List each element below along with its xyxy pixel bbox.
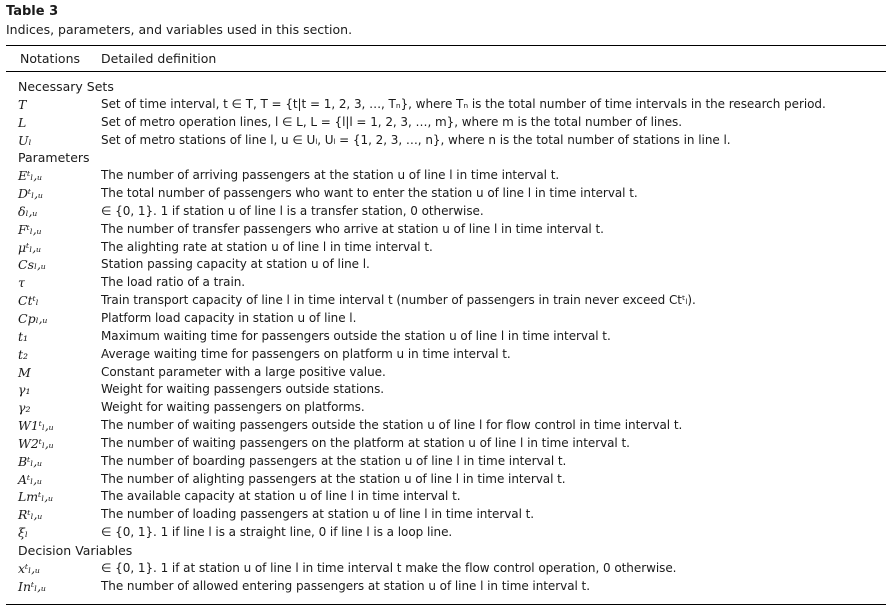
- table-row: [0, 488, 894, 506]
- notation-symbol: τ: [18, 275, 25, 291]
- notation-definition: Constant parameter with a large positive value.: [101, 364, 386, 379]
- table-row: [0, 203, 894, 221]
- notation-definition: The load ratio of a train.: [101, 275, 246, 290]
- notation-symbol: γ₁: [18, 382, 31, 398]
- header-definition: Detailed definition: [101, 51, 217, 66]
- notation-symbol: L: [18, 114, 27, 130]
- notation-symbol: Inᵗₗ,ᵤ: [18, 578, 47, 594]
- table-row: [0, 221, 894, 239]
- notation-definition: The number of transfer passengers who arrive at station u of line l in time interval t.: [101, 221, 604, 236]
- table-row: [0, 471, 894, 489]
- notation-symbol: T: [18, 96, 27, 112]
- notation-definition: Weight for waiting passengers outside stations.: [101, 382, 385, 397]
- table-label: Table 3: [6, 4, 59, 19]
- notation-symbol: t₁: [18, 328, 29, 344]
- notation-definition: Set of metro operation lines, l ∈ L, L = {l|l = 1, 2, 3, …, m}, where m is the total number of lines.: [101, 114, 683, 129]
- notation-definition: ∈ {0, 1}. 1 if line l is a straight line, 0 if line l is a loop line.: [101, 525, 453, 540]
- notation-symbol: Ctᵗₗ: [18, 293, 39, 309]
- table-row: [0, 364, 894, 382]
- notation-definition: The number of allowed entering passengers at station u of line l in time interval t.: [101, 578, 590, 593]
- notation-symbol: W2ᵗₗ,ᵤ: [18, 435, 54, 451]
- notation-definition: The number of waiting passengers outside the station u of line l for flow control in time interval t.: [101, 418, 683, 433]
- table-row: [0, 524, 894, 542]
- notation-symbol: Rᵗₗ,ᵤ: [18, 507, 43, 523]
- table-row: [0, 167, 894, 185]
- notation-symbol: xᵗₗ,ᵤ: [18, 560, 41, 576]
- notation-definition: ∈ {0, 1}. 1 if at station u of line l in time interval t make the flow control operation, 0 otherwise.: [101, 560, 677, 575]
- notation-definition: ∈ {0, 1}. 1 if station u of line l is a transfer station, 0 otherwise.: [101, 203, 484, 218]
- notation-symbol: μᵗₗ,ᵤ: [18, 239, 42, 255]
- table-row: [0, 453, 894, 471]
- table-row: [0, 381, 894, 399]
- section-row: [0, 149, 894, 167]
- notation-definition: Set of time interval, t ∈ T, T = {t|t = 1, 2, 3, …, Tₙ}, where Tₙ is the total number of time intervals in the research period.: [101, 96, 826, 111]
- notation-symbol: Fᵗₗ,ᵤ: [18, 221, 42, 237]
- table-row: [0, 274, 894, 292]
- notation-definition: The available capacity at station u of line l in time interval t.: [101, 489, 461, 504]
- notation-definition: Maximum waiting time for passengers outside the station u of line l in time interval t.: [101, 328, 611, 343]
- section-label: Decision Variables: [18, 542, 133, 558]
- table-row: [0, 346, 894, 364]
- table-row: [0, 292, 894, 310]
- notation-definition: The total number of passengers who want to enter the station u of line l in time interval t.: [101, 186, 638, 201]
- table-row: [0, 435, 894, 453]
- notation-definition: The number of loading passengers at station u of line l in time interval t.: [101, 507, 535, 522]
- bottom-rule: [6, 604, 886, 605]
- table-body: [0, 78, 894, 595]
- notation-definition: Average waiting time for passengers on platform u in time interval t.: [101, 346, 511, 361]
- notation-definition: Platform load capacity in station u of line l.: [101, 310, 357, 325]
- table-row: [0, 185, 894, 203]
- notation-definition: Station passing capacity at station u of line l.: [101, 257, 370, 272]
- notation-definition: The number of waiting passengers on the platform at station u of line l in time interval t.: [101, 435, 630, 450]
- notation-symbol: Cpₗ,ᵤ: [18, 310, 48, 326]
- table-caption: Indices, parameters, and variables used in this section.: [6, 22, 353, 37]
- table-row: [0, 417, 894, 435]
- notation-symbol: Bᵗₗ,ᵤ: [18, 453, 43, 469]
- notation-definition: Weight for waiting passengers on platforms.: [101, 400, 365, 415]
- table-row: [0, 114, 894, 132]
- table-row: [0, 578, 894, 596]
- table-row: [0, 132, 894, 150]
- notation-symbol: Uₗ: [18, 132, 32, 148]
- header-notations: Notations: [20, 51, 81, 66]
- notation-symbol: Lmᵗₗ,ᵤ: [18, 489, 54, 505]
- notation-definition: Set of metro stations of line l, u ∈ Uₗ, Uₗ = {1, 2, 3, …, n}, where n is the total number of stations in line l.: [101, 132, 731, 147]
- table-row: [0, 328, 894, 346]
- notation-definition: The number of boarding passengers at the station u of line l in time interval t.: [101, 453, 567, 468]
- notation-symbol: ξₗ: [18, 525, 28, 541]
- table-row: [0, 560, 894, 578]
- table-row: [0, 239, 894, 257]
- notation-definition: The number of alighting passengers at the station u of line l in time interval t.: [101, 471, 566, 486]
- table-row: [0, 256, 894, 274]
- notation-symbol: Aᵗₗ,ᵤ: [18, 471, 43, 487]
- section-label: Necessary Sets: [18, 79, 114, 94]
- notation-symbol: δₗ,ᵤ: [18, 203, 38, 219]
- notation-definition: The alighting rate at station u of line l in time interval t.: [101, 239, 433, 254]
- notation-symbol: M: [18, 364, 31, 380]
- notation-symbol: γ₂: [18, 400, 31, 416]
- notation-symbol: t₂: [18, 346, 29, 362]
- top-rule: [6, 45, 886, 46]
- notation-symbol: W1ᵗₗ,ᵤ: [18, 418, 54, 434]
- table-row: [0, 399, 894, 417]
- section-row: [0, 542, 894, 560]
- notation-definition: The number of arriving passengers at the station u of line l in time interval t.: [101, 168, 560, 183]
- section-label: Parameters: [18, 150, 90, 166]
- notation-symbol: Csₗ,ᵤ: [18, 257, 46, 273]
- header-rule: [6, 71, 886, 72]
- table-row: [0, 310, 894, 328]
- notation-symbol: Eᵗₗ,ᵤ: [18, 168, 43, 184]
- section-row: [0, 78, 894, 96]
- table-row: [0, 506, 894, 524]
- notation-definition: Train transport capacity of line l in time interval t (number of passengers in train never exceed Ctᵗₗ).: [101, 293, 696, 308]
- notation-symbol: Dᵗₗ,ᵤ: [18, 186, 44, 202]
- table-row: [0, 96, 894, 114]
